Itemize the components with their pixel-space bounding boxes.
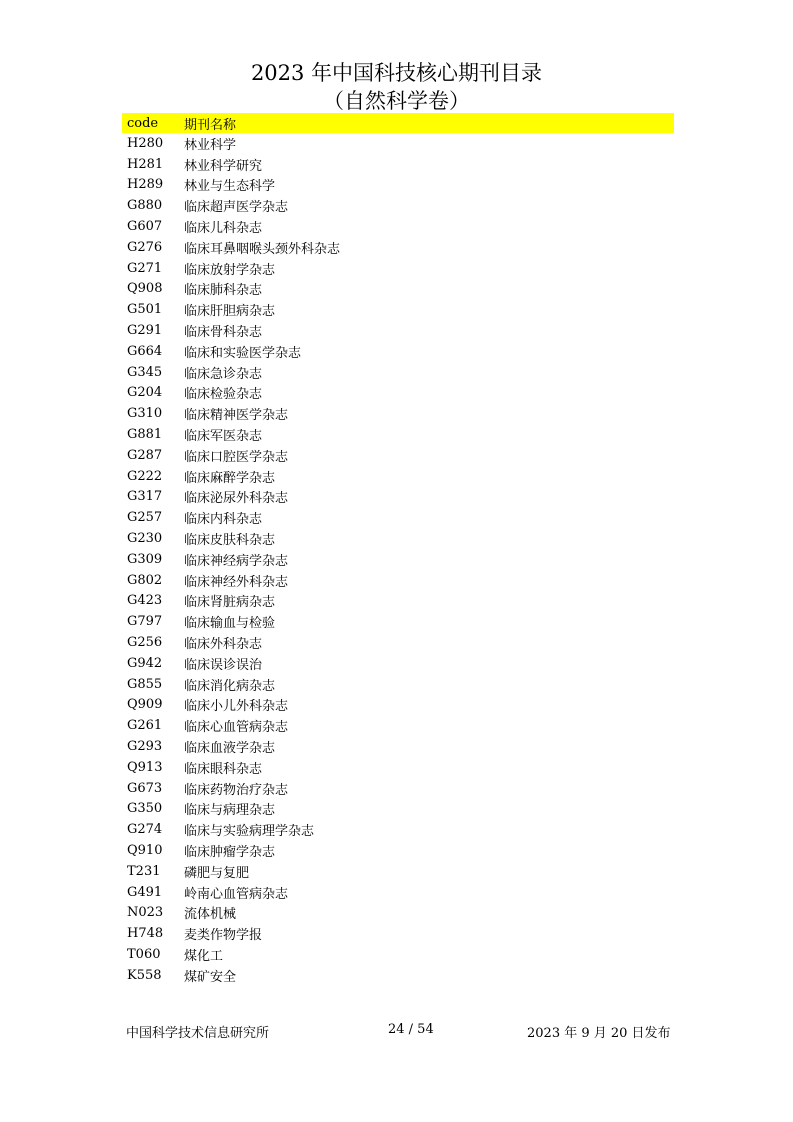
journal-code: G257 xyxy=(127,510,163,526)
table-row xyxy=(122,840,674,861)
table-row xyxy=(122,715,674,736)
journal-code: T060 xyxy=(127,946,161,962)
journal-name: 临床肾脏病杂志 xyxy=(184,595,276,611)
journal-name: 临床和实验医学杂志 xyxy=(184,345,302,361)
table-row xyxy=(122,632,674,653)
table-row xyxy=(122,528,674,549)
journal-name: 流体机械 xyxy=(184,907,237,923)
journal-name: 临床药物治疗杂志 xyxy=(184,782,289,798)
table-row xyxy=(122,923,674,944)
table-row xyxy=(122,799,674,820)
journal-code: G293 xyxy=(127,739,163,754)
journal-code: G345 xyxy=(127,364,163,380)
table-row xyxy=(122,507,674,528)
journal-name: 林业与生态科学 xyxy=(184,179,276,195)
journal-code: G317 xyxy=(127,489,163,505)
journal-code: G673 xyxy=(127,780,163,796)
journal-name: 林业科学研究 xyxy=(184,158,263,174)
journal-name: 临床泌尿外科杂志 xyxy=(184,491,289,507)
journal-code: G880 xyxy=(127,198,163,214)
table-row xyxy=(122,902,674,923)
journal-name: 临床骨科杂志 xyxy=(184,325,263,341)
journal-code: G501 xyxy=(127,302,163,318)
page-subtitle: （自然科学卷） xyxy=(323,89,470,113)
table-row xyxy=(122,591,674,612)
journal-code: G797 xyxy=(127,614,163,630)
journal-name: 临床肝胆病杂志 xyxy=(184,304,276,320)
journal-code: G287 xyxy=(127,447,163,463)
journal-code: Q910 xyxy=(127,842,163,858)
journal-name: 临床耳鼻咽喉头颈外科杂志 xyxy=(184,241,341,257)
journal-code: G261 xyxy=(127,718,163,734)
table-row xyxy=(122,279,674,300)
table-row xyxy=(122,320,674,341)
journal-name: 麦类作物学报 xyxy=(184,928,263,944)
journal-code: Q908 xyxy=(127,281,163,297)
journal-name: 临床超声医学杂志 xyxy=(184,200,289,216)
table-row xyxy=(122,237,674,258)
page-title: 2023 年中国科技核心期刊目录 xyxy=(250,61,543,85)
table-row xyxy=(122,570,674,591)
journal-name: 临床肿瘤学杂志 xyxy=(184,844,276,860)
journal-name: 临床眼科杂志 xyxy=(184,761,263,777)
journal-code: G942 xyxy=(127,655,163,671)
journal-name: 临床儿科杂志 xyxy=(184,221,263,237)
table-row xyxy=(122,736,674,757)
journal-name: 临床肺科杂志 xyxy=(184,283,263,299)
journal-name: 煤化工 xyxy=(184,948,224,964)
table-row xyxy=(122,466,674,487)
table-header xyxy=(122,113,674,133)
table-row xyxy=(122,882,674,903)
journal-code: Q913 xyxy=(127,759,163,775)
journal-code: H280 xyxy=(127,135,164,151)
table-row xyxy=(122,757,674,778)
journal-table xyxy=(122,113,674,986)
journal-name: 临床精神医学杂志 xyxy=(184,408,289,424)
journal-code: G664 xyxy=(127,343,163,359)
journal-code: Q909 xyxy=(127,697,163,713)
table-row xyxy=(122,674,674,695)
journal-code: H748 xyxy=(127,926,164,942)
journal-name: 煤矿安全 xyxy=(184,969,237,985)
table-row xyxy=(122,154,674,175)
table-row xyxy=(122,778,674,799)
journal-name: 临床心血管病杂志 xyxy=(184,720,289,736)
journal-name: 临床消化病杂志 xyxy=(184,678,276,694)
journal-code: T231 xyxy=(127,863,161,879)
journal-name: 临床与实验病理学杂志 xyxy=(184,824,315,840)
table-row xyxy=(122,195,674,216)
journal-name: 临床检验杂志 xyxy=(184,387,263,403)
journal-code: G271 xyxy=(127,260,163,276)
journal-name: 临床麻醉学杂志 xyxy=(184,470,276,486)
journal-code: G855 xyxy=(127,676,163,692)
journal-code: G881 xyxy=(127,427,163,443)
journal-code: N023 xyxy=(127,905,164,921)
journal-name: 临床急诊杂志 xyxy=(184,366,263,382)
table-row xyxy=(122,487,674,508)
table-row xyxy=(122,965,674,986)
journal-name: 临床小儿外科杂志 xyxy=(184,699,289,715)
table-row xyxy=(122,341,674,362)
journal-code: H289 xyxy=(127,177,164,193)
journal-code: G204 xyxy=(127,385,163,401)
column-header-code: code xyxy=(127,115,159,131)
journal-code: G256 xyxy=(127,635,163,651)
footer-publish-date: 2023 年 9 月 20 日发布 xyxy=(527,1026,671,1041)
table-row xyxy=(122,549,674,570)
journal-code: G276 xyxy=(127,239,163,255)
journal-code: G607 xyxy=(127,219,163,235)
journal-name: 临床军医杂志 xyxy=(184,429,263,445)
journal-name: 临床神经外科杂志 xyxy=(184,574,289,590)
journal-name: 临床血液学杂志 xyxy=(184,741,276,756)
journal-code: G350 xyxy=(127,801,163,817)
table-row xyxy=(122,383,674,404)
table-row xyxy=(122,133,674,154)
table-row xyxy=(122,403,674,424)
table-row xyxy=(122,299,674,320)
journal-name: 岭南心血管病杂志 xyxy=(184,886,289,902)
journal-code: G309 xyxy=(127,551,163,567)
journal-code: G423 xyxy=(127,593,163,609)
journal-code: G491 xyxy=(127,884,163,900)
journal-name: 临床神经病学杂志 xyxy=(184,553,289,569)
table-row xyxy=(122,861,674,882)
table-body xyxy=(122,133,674,986)
journal-name: 临床皮肤科杂志 xyxy=(184,533,276,549)
table-row xyxy=(122,695,674,716)
table-row xyxy=(122,258,674,279)
table-row xyxy=(122,944,674,965)
journal-name: 临床与病理杂志 xyxy=(184,803,276,819)
journal-code: G222 xyxy=(127,468,163,484)
journal-name: 磷肥与复肥 xyxy=(184,865,250,881)
journal-code: G230 xyxy=(127,531,163,547)
table-row xyxy=(122,424,674,445)
journal-code: H281 xyxy=(127,156,164,172)
journal-name: 临床外科杂志 xyxy=(184,637,263,653)
journal-code: G310 xyxy=(127,406,163,422)
footer-institute: 中国科学技术信息研究所 xyxy=(126,1026,270,1041)
journal-name: 临床误诊误治 xyxy=(184,657,263,673)
journal-name: 临床输血与检验 xyxy=(184,616,276,632)
footer-page-number: 24 / 54 xyxy=(388,1022,434,1037)
table-row xyxy=(122,653,674,674)
table-row xyxy=(122,362,674,383)
journal-name: 临床口腔医学杂志 xyxy=(184,449,289,465)
table-row xyxy=(122,175,674,196)
journal-name: 林业科学 xyxy=(184,137,237,153)
journal-name: 临床放射学杂志 xyxy=(184,262,276,278)
table-row xyxy=(122,819,674,840)
table-row xyxy=(122,611,674,632)
table-row xyxy=(122,445,674,466)
journal-code: K558 xyxy=(127,967,162,983)
journal-code: G802 xyxy=(127,572,163,588)
journal-code: G291 xyxy=(127,323,163,339)
column-header-name: 期刊名称 xyxy=(184,117,237,133)
table-row xyxy=(122,216,674,237)
journal-name: 临床内科杂志 xyxy=(184,512,263,528)
journal-code: G274 xyxy=(127,822,163,838)
